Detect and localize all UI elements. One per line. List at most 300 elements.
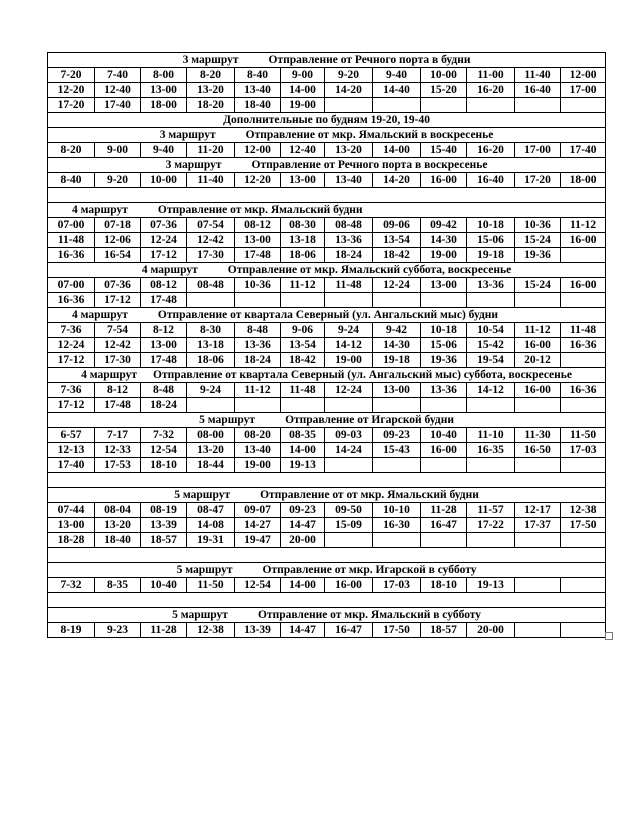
blank-row bbox=[48, 188, 606, 203]
time-cell: 16-40 bbox=[467, 173, 515, 188]
time-cell: 11-10 bbox=[467, 428, 515, 443]
time-cell: 12-33 bbox=[95, 443, 141, 458]
time-cell: 18-24 bbox=[325, 248, 373, 263]
time-cell: 13-39 bbox=[141, 518, 187, 533]
time-cell: 12-54 bbox=[141, 443, 187, 458]
time-cell: 16-00 bbox=[515, 338, 561, 353]
time-cell: 19-31 bbox=[187, 533, 235, 548]
time-cell: 11-48 bbox=[48, 233, 95, 248]
time-cell: 08-48 bbox=[187, 278, 235, 293]
time-row bbox=[48, 98, 606, 113]
time-row bbox=[48, 383, 606, 398]
time-cell: 16-36 bbox=[48, 293, 95, 308]
departure-title: Отправление от мкр. Ямальский в субботу bbox=[257, 609, 482, 621]
time-cell: 07-18 bbox=[95, 218, 141, 233]
time-cell: 7-40 bbox=[95, 68, 141, 83]
time-cell bbox=[373, 398, 421, 413]
section-header-row bbox=[48, 203, 606, 218]
section-header bbox=[48, 563, 606, 578]
time-cell: 19-18 bbox=[467, 248, 515, 263]
time-cell: 13-40 bbox=[325, 173, 373, 188]
time-cell: 18-20 bbox=[187, 98, 235, 113]
time-cell: 9-40 bbox=[141, 143, 187, 158]
blank-row bbox=[48, 548, 606, 563]
time-cell bbox=[515, 458, 561, 473]
section-header-row bbox=[48, 413, 606, 428]
time-row bbox=[48, 458, 606, 473]
time-cell: 17-03 bbox=[373, 578, 421, 593]
time-cell: 17-30 bbox=[95, 353, 141, 368]
time-cell bbox=[281, 398, 325, 413]
route-label: 4 маршрут bbox=[141, 264, 198, 276]
section-header-row bbox=[48, 368, 606, 383]
time-cell: 11-00 bbox=[467, 68, 515, 83]
time-cell: 10-10 bbox=[373, 503, 421, 518]
time-cell: 20-12 bbox=[515, 353, 561, 368]
time-cell: 17-53 bbox=[95, 458, 141, 473]
section-header bbox=[48, 608, 606, 623]
time-cell: 20-00 bbox=[281, 533, 325, 548]
time-cell: 14-12 bbox=[467, 383, 515, 398]
time-cell: 17-03 bbox=[561, 443, 606, 458]
time-cell: 15-24 bbox=[515, 233, 561, 248]
section-header bbox=[48, 413, 606, 428]
time-cell: 14-00 bbox=[281, 443, 325, 458]
time-cell: 17-50 bbox=[373, 623, 421, 638]
section-header bbox=[48, 368, 606, 383]
time-cell bbox=[187, 293, 235, 308]
section-header-row bbox=[48, 563, 606, 578]
time-row bbox=[48, 278, 606, 293]
departure-title: Отправление от мкр. Ямальский будни bbox=[157, 204, 363, 216]
time-cell: 11-12 bbox=[281, 278, 325, 293]
time-cell: 13-40 bbox=[235, 443, 281, 458]
time-cell: 10-36 bbox=[515, 218, 561, 233]
time-cell: 09-42 bbox=[421, 218, 467, 233]
time-cell: 12-20 bbox=[235, 173, 281, 188]
time-cell: 19-00 bbox=[325, 353, 373, 368]
route-label: 5 маршрут bbox=[172, 609, 228, 621]
time-cell: 8-35 bbox=[95, 578, 141, 593]
time-cell: 13-00 bbox=[141, 338, 187, 353]
time-cell: 18-06 bbox=[281, 248, 325, 263]
time-cell: 19-36 bbox=[515, 248, 561, 263]
time-cell: 12-00 bbox=[235, 143, 281, 158]
time-cell bbox=[421, 98, 467, 113]
time-cell: 17-22 bbox=[467, 518, 515, 533]
time-cell: 7-17 bbox=[95, 428, 141, 443]
time-cell bbox=[421, 458, 467, 473]
section-header bbox=[48, 203, 606, 218]
departure-title: Отправление от квартала Северный (ул. Ангальский мыс) будни bbox=[157, 309, 499, 321]
time-cell: 14-47 bbox=[281, 623, 325, 638]
route-label: 4 маршрут bbox=[81, 369, 138, 381]
time-cell: 16-47 bbox=[325, 623, 373, 638]
time-cell: 17-00 bbox=[515, 143, 561, 158]
time-cell: 9-06 bbox=[281, 323, 325, 338]
time-cell: 9-00 bbox=[95, 143, 141, 158]
time-cell: 7-36 bbox=[48, 383, 95, 398]
time-cell: 18-40 bbox=[95, 533, 141, 548]
time-cell: 13-39 bbox=[235, 623, 281, 638]
time-cell: 12-24 bbox=[48, 338, 95, 353]
time-cell: 17-12 bbox=[48, 398, 95, 413]
section-header-row bbox=[48, 158, 606, 173]
section-header bbox=[48, 128, 606, 143]
time-row bbox=[48, 68, 606, 83]
time-cell: 18-10 bbox=[421, 578, 467, 593]
time-cell: 12-38 bbox=[187, 623, 235, 638]
time-cell bbox=[235, 293, 281, 308]
time-cell: 14-00 bbox=[281, 83, 325, 98]
time-cell: 16-00 bbox=[515, 383, 561, 398]
time-cell: 14-30 bbox=[373, 338, 421, 353]
time-cell bbox=[467, 98, 515, 113]
time-cell: 07-36 bbox=[95, 278, 141, 293]
time-cell: 8-20 bbox=[48, 143, 95, 158]
time-cell: 07-00 bbox=[48, 278, 95, 293]
time-cell: 08-19 bbox=[141, 503, 187, 518]
time-cell: 13-36 bbox=[467, 278, 515, 293]
blank-cell bbox=[48, 473, 606, 488]
time-cell bbox=[561, 458, 606, 473]
time-cell: 14-20 bbox=[373, 173, 421, 188]
departure-title: Отправление от Речного порта в будни bbox=[268, 54, 471, 66]
table-resize-handle[interactable] bbox=[605, 632, 613, 640]
time-cell: 15-24 bbox=[515, 278, 561, 293]
time-cell: 19-47 bbox=[235, 533, 281, 548]
time-cell: 13-20 bbox=[325, 143, 373, 158]
time-cell: 13-00 bbox=[421, 278, 467, 293]
section-header-row bbox=[48, 608, 606, 623]
route-label: 5 маршрут bbox=[176, 564, 233, 576]
time-cell bbox=[325, 458, 373, 473]
section-header bbox=[48, 158, 606, 173]
time-cell: 9-40 bbox=[373, 68, 421, 83]
time-cell bbox=[561, 398, 606, 413]
time-row bbox=[48, 143, 606, 158]
time-cell: 18-42 bbox=[373, 248, 421, 263]
time-cell bbox=[515, 293, 561, 308]
time-cell: 08-47 bbox=[187, 503, 235, 518]
time-cell: 9-20 bbox=[95, 173, 141, 188]
time-cell: 8-40 bbox=[48, 173, 95, 188]
section-header-row bbox=[48, 263, 606, 278]
time-cell bbox=[561, 623, 606, 638]
time-cell: 17-00 bbox=[561, 83, 606, 98]
time-cell: 17-20 bbox=[48, 98, 95, 113]
time-cell: 11-50 bbox=[187, 578, 235, 593]
time-cell: 12-54 bbox=[235, 578, 281, 593]
departure-title: Отправление от мкр. Ямальский в воскресенье bbox=[245, 129, 494, 141]
route-label: 4 маршрут bbox=[72, 204, 128, 216]
time-row bbox=[48, 398, 606, 413]
time-cell: 16-35 bbox=[467, 443, 515, 458]
time-cell bbox=[421, 533, 467, 548]
time-cell: 08-00 bbox=[187, 428, 235, 443]
time-cell: 8-40 bbox=[235, 68, 281, 83]
time-cell: 16-00 bbox=[561, 278, 606, 293]
time-cell: 14-20 bbox=[325, 83, 373, 98]
departure-title: Отправление от мкр. Игарской в субботу bbox=[262, 564, 477, 576]
schedule-table bbox=[47, 52, 606, 638]
time-cell: 16-00 bbox=[421, 443, 467, 458]
time-cell: 07-00 bbox=[48, 218, 95, 233]
departure-title: Отправление от Игарской будни bbox=[285, 414, 454, 426]
section-header bbox=[48, 308, 606, 323]
time-cell: 08-35 bbox=[281, 428, 325, 443]
time-cell: 17-40 bbox=[48, 458, 95, 473]
section-header bbox=[48, 263, 606, 278]
time-cell: 08-12 bbox=[235, 218, 281, 233]
time-cell: 08-30 bbox=[281, 218, 325, 233]
time-cell: 17-37 bbox=[515, 518, 561, 533]
time-cell: 11-28 bbox=[421, 503, 467, 518]
time-cell: 17-12 bbox=[95, 293, 141, 308]
time-cell bbox=[325, 398, 373, 413]
time-cell: 17-30 bbox=[187, 248, 235, 263]
time-row bbox=[48, 293, 606, 308]
time-cell: 13-00 bbox=[235, 233, 281, 248]
time-cell: 13-20 bbox=[95, 518, 141, 533]
time-cell: 17-50 bbox=[561, 518, 606, 533]
time-cell: 14-30 bbox=[421, 233, 467, 248]
time-cell: 7-36 bbox=[48, 323, 95, 338]
blank-cell bbox=[48, 188, 606, 203]
departure-title: Отправление от Речного порта в воскресенье bbox=[251, 159, 488, 171]
time-cell bbox=[561, 98, 606, 113]
time-cell: 7-32 bbox=[48, 578, 95, 593]
time-cell: 19-13 bbox=[281, 458, 325, 473]
time-cell: 11-48 bbox=[281, 383, 325, 398]
time-cell: 7-32 bbox=[141, 428, 187, 443]
section-header-row bbox=[48, 128, 606, 143]
time-row bbox=[48, 578, 606, 593]
time-cell bbox=[561, 353, 606, 368]
time-cell: 18-10 bbox=[141, 458, 187, 473]
time-cell: 18-28 bbox=[48, 533, 95, 548]
time-cell: 09-07 bbox=[235, 503, 281, 518]
time-cell: 13-00 bbox=[373, 383, 421, 398]
blank-cell bbox=[48, 593, 606, 608]
time-cell: 15-40 bbox=[421, 143, 467, 158]
departure-title: Отправление от от мкр. Ямальский будни bbox=[260, 489, 479, 501]
time-cell: 16-00 bbox=[561, 233, 606, 248]
time-cell: 18-57 bbox=[141, 533, 187, 548]
time-cell: 07-44 bbox=[48, 503, 95, 518]
time-cell: 17-48 bbox=[95, 398, 141, 413]
time-cell: 14-00 bbox=[281, 578, 325, 593]
time-cell bbox=[561, 533, 606, 548]
blank-cell bbox=[48, 548, 606, 563]
time-cell: 07-36 bbox=[141, 218, 187, 233]
time-cell: 13-36 bbox=[421, 383, 467, 398]
time-cell bbox=[325, 533, 373, 548]
time-cell: 13-40 bbox=[235, 83, 281, 98]
time-cell bbox=[421, 293, 467, 308]
time-cell: 7-54 bbox=[95, 323, 141, 338]
time-cell bbox=[325, 293, 373, 308]
time-cell bbox=[373, 98, 421, 113]
time-cell: 8-48 bbox=[141, 383, 187, 398]
time-cell: 15-06 bbox=[421, 338, 467, 353]
time-cell: 11-12 bbox=[561, 218, 606, 233]
time-cell: 12-24 bbox=[325, 383, 373, 398]
time-cell: 17-12 bbox=[48, 353, 95, 368]
time-cell: 17-48 bbox=[141, 353, 187, 368]
time-cell: 16-36 bbox=[561, 338, 606, 353]
time-cell: 16-30 bbox=[373, 518, 421, 533]
time-cell: 17-12 bbox=[141, 248, 187, 263]
time-cell bbox=[467, 533, 515, 548]
time-cell: 11-57 bbox=[467, 503, 515, 518]
time-cell: 18-24 bbox=[235, 353, 281, 368]
note-row bbox=[48, 113, 606, 128]
time-row bbox=[48, 428, 606, 443]
time-cell: 12-38 bbox=[561, 503, 606, 518]
time-cell: 17-40 bbox=[95, 98, 141, 113]
time-cell: 11-28 bbox=[141, 623, 187, 638]
time-cell: 14-40 bbox=[373, 83, 421, 98]
time-cell: 11-48 bbox=[561, 323, 606, 338]
time-cell: 8-20 bbox=[187, 68, 235, 83]
time-cell: 17-40 bbox=[561, 143, 606, 158]
time-cell bbox=[373, 458, 421, 473]
route-label: 3 маршрут bbox=[159, 129, 216, 141]
time-cell: 13-20 bbox=[187, 83, 235, 98]
time-row bbox=[48, 338, 606, 353]
time-cell: 13-18 bbox=[187, 338, 235, 353]
time-cell: 8-12 bbox=[141, 323, 187, 338]
time-cell bbox=[515, 623, 561, 638]
time-cell: 18-00 bbox=[561, 173, 606, 188]
time-cell: 13-00 bbox=[141, 83, 187, 98]
time-cell: 19-13 bbox=[467, 578, 515, 593]
time-cell: 13-00 bbox=[281, 173, 325, 188]
time-cell: 11-48 bbox=[325, 278, 373, 293]
time-cell: 09-03 bbox=[325, 428, 373, 443]
time-cell: 14-00 bbox=[373, 143, 421, 158]
time-cell: 12-40 bbox=[95, 83, 141, 98]
time-cell: 19-36 bbox=[421, 353, 467, 368]
time-cell: 16-00 bbox=[325, 578, 373, 593]
time-cell: 11-12 bbox=[235, 383, 281, 398]
time-row bbox=[48, 518, 606, 533]
time-cell: 9-20 bbox=[325, 68, 373, 83]
time-cell: 9-00 bbox=[281, 68, 325, 83]
time-cell: 08-04 bbox=[95, 503, 141, 518]
time-cell: 20-00 bbox=[467, 623, 515, 638]
time-row bbox=[48, 533, 606, 548]
time-cell: 11-12 bbox=[515, 323, 561, 338]
time-row bbox=[48, 233, 606, 248]
time-cell: 14-47 bbox=[281, 518, 325, 533]
departure-title: Отправление от мкр. Ямальский суббота, воскресенье bbox=[227, 264, 512, 276]
time-cell: 6-57 bbox=[48, 428, 95, 443]
time-cell: 10-18 bbox=[421, 323, 467, 338]
time-cell: 18-42 bbox=[281, 353, 325, 368]
time-cell: 11-50 bbox=[561, 428, 606, 443]
time-row bbox=[48, 83, 606, 98]
time-cell bbox=[561, 248, 606, 263]
time-cell bbox=[187, 398, 235, 413]
time-cell bbox=[515, 533, 561, 548]
time-cell: 10-00 bbox=[141, 173, 187, 188]
time-cell: 09-50 bbox=[325, 503, 373, 518]
time-cell: 16-00 bbox=[421, 173, 467, 188]
time-cell: 17-48 bbox=[235, 248, 281, 263]
time-cell: 16-20 bbox=[467, 143, 515, 158]
extra-departures-note: Дополнительные по будням 19-20, 19-40 bbox=[48, 113, 606, 128]
route-label: 5 маршрут bbox=[174, 489, 231, 501]
time-row bbox=[48, 173, 606, 188]
time-cell bbox=[561, 578, 606, 593]
section-header-row bbox=[48, 488, 606, 503]
time-cell: 12-24 bbox=[373, 278, 421, 293]
time-cell: 17-48 bbox=[141, 293, 187, 308]
time-cell: 19-18 bbox=[373, 353, 421, 368]
time-cell bbox=[373, 293, 421, 308]
time-cell: 08-48 bbox=[325, 218, 373, 233]
time-cell: 16-40 bbox=[515, 83, 561, 98]
time-cell: 09-23 bbox=[281, 503, 325, 518]
time-cell: 16-36 bbox=[48, 248, 95, 263]
time-cell: 10-00 bbox=[421, 68, 467, 83]
time-cell: 13-36 bbox=[325, 233, 373, 248]
time-cell: 12-13 bbox=[48, 443, 95, 458]
time-cell: 19-00 bbox=[235, 458, 281, 473]
blank-row bbox=[48, 593, 606, 608]
route-label: 3 маршрут bbox=[182, 54, 239, 66]
time-cell: 16-54 bbox=[95, 248, 141, 263]
time-cell bbox=[421, 398, 467, 413]
time-cell: 18-06 bbox=[187, 353, 235, 368]
time-cell: 10-40 bbox=[141, 578, 187, 593]
time-cell: 18-00 bbox=[141, 98, 187, 113]
time-cell: 15-42 bbox=[467, 338, 515, 353]
time-cell: 18-44 bbox=[187, 458, 235, 473]
time-cell: 12-17 bbox=[515, 503, 561, 518]
time-cell bbox=[515, 398, 561, 413]
time-cell: 14-08 bbox=[187, 518, 235, 533]
time-cell: 13-54 bbox=[281, 338, 325, 353]
time-cell bbox=[467, 293, 515, 308]
time-cell: 11-30 bbox=[515, 428, 561, 443]
time-cell bbox=[235, 398, 281, 413]
time-cell: 12-06 bbox=[95, 233, 141, 248]
time-cell: 9-24 bbox=[325, 323, 373, 338]
time-cell: 12-40 bbox=[281, 143, 325, 158]
time-cell: 11-40 bbox=[515, 68, 561, 83]
time-cell: 19-00 bbox=[421, 248, 467, 263]
time-cell: 19-00 bbox=[281, 98, 325, 113]
time-cell: 8-12 bbox=[95, 383, 141, 398]
time-cell: 10-36 bbox=[235, 278, 281, 293]
time-cell: 07-54 bbox=[187, 218, 235, 233]
time-cell bbox=[325, 98, 373, 113]
time-cell: 11-40 bbox=[187, 173, 235, 188]
departure-title: Отправление от квартала Северный (ул. Ангальский мыс) суббота, воскресенье bbox=[153, 369, 572, 381]
time-row bbox=[48, 218, 606, 233]
time-cell: 19-54 bbox=[467, 353, 515, 368]
time-cell bbox=[467, 398, 515, 413]
time-cell: 8-19 bbox=[48, 623, 95, 638]
time-cell: 14-12 bbox=[325, 338, 373, 353]
route-label: 5 маршрут bbox=[199, 414, 256, 426]
time-cell bbox=[373, 533, 421, 548]
time-cell: 10-54 bbox=[467, 323, 515, 338]
time-cell: 13-36 bbox=[235, 338, 281, 353]
